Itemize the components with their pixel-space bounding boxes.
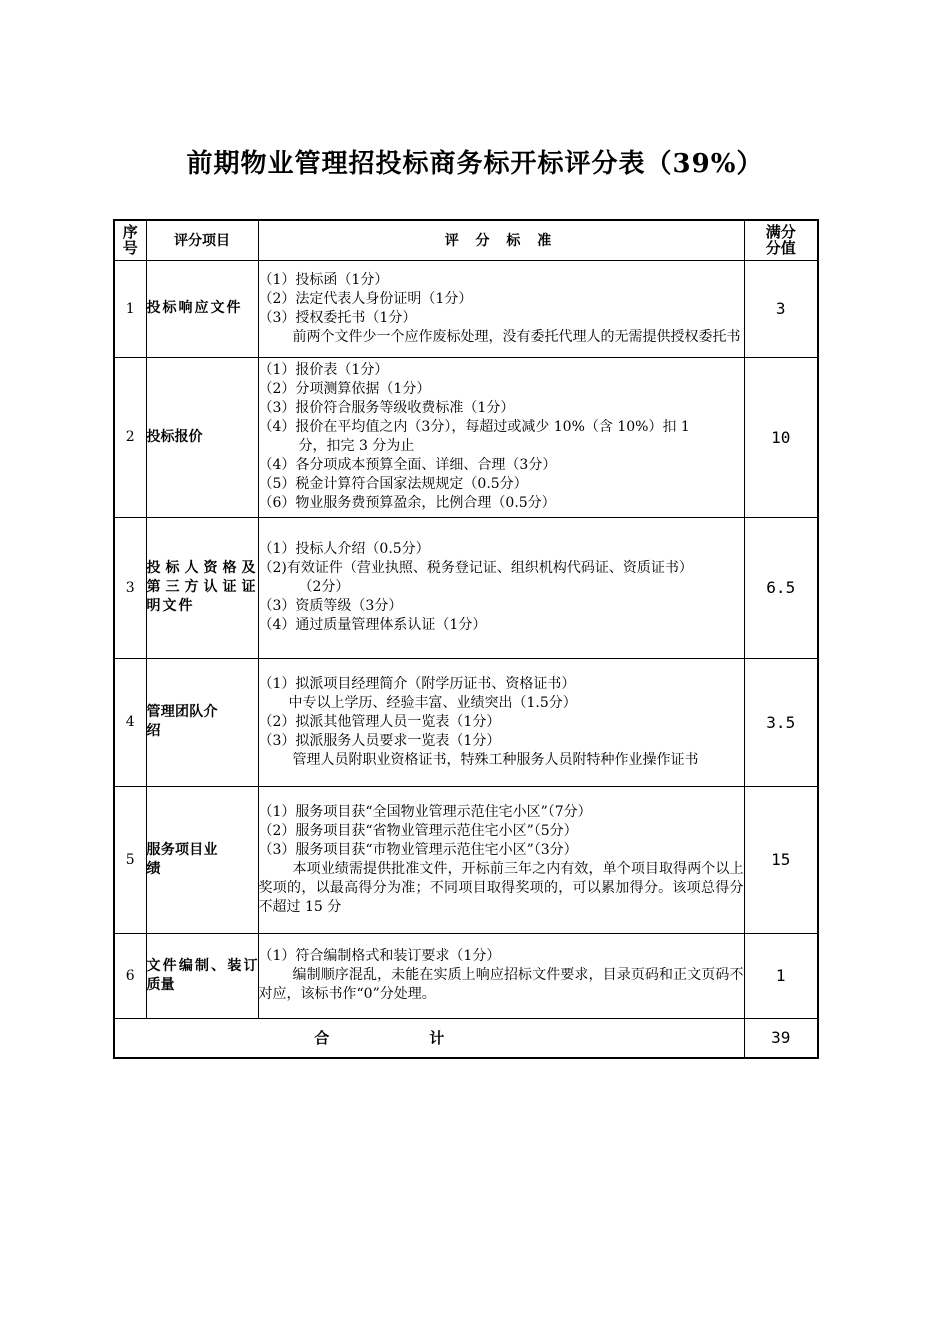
table-row bbox=[114, 786, 818, 933]
criteria-line: （3）服务项目获“市物业管理示范住宅小区”（3分） bbox=[258, 841, 578, 858]
criteria-line: （2分） bbox=[298, 579, 350, 595]
row-seq: 6 bbox=[114, 933, 146, 1018]
criteria-line: （1）符合编制格式和装订要求（1分） bbox=[258, 948, 501, 964]
row-criteria bbox=[258, 260, 744, 357]
criteria-note: 编制顺序混乱，未能在实质上响应招标文件要求，目录页码和正文页码不对应，该标书作“0”分处理。 bbox=[258, 967, 744, 1002]
criteria-line: （4）通过质量管理体系认证（1分） bbox=[258, 617, 487, 633]
row-item: 服务项目业绩 bbox=[146, 786, 258, 933]
row-score: 1 bbox=[744, 933, 818, 1018]
total-score: 39 bbox=[744, 1018, 818, 1058]
criteria-line: （4）各分项成本预算全面、详细、合理（3分） bbox=[258, 457, 557, 473]
row-criteria bbox=[258, 658, 744, 786]
table-row bbox=[114, 260, 818, 357]
row-criteria bbox=[258, 786, 744, 933]
criteria-line: （2）法定代表人身份证明（1分） bbox=[258, 290, 473, 307]
row-seq: 4 bbox=[114, 658, 146, 786]
row-item: 投标响应文件 bbox=[146, 260, 258, 357]
total-row bbox=[114, 1018, 818, 1058]
table-row bbox=[114, 933, 818, 1018]
criteria-line: （6）物业服务费预算盈余，比例合理（0.5分） bbox=[258, 495, 556, 511]
criteria-line: （1）拟派项目经理简介（附学历证书、资格证书） bbox=[258, 675, 576, 692]
criteria-line: （2）分项测算依据（1分） bbox=[258, 381, 431, 397]
table-row bbox=[114, 517, 818, 658]
page-title: 前期物业管理招投标商务标开标评分表（39%） bbox=[186, 149, 764, 179]
row-seq: 3 bbox=[114, 517, 146, 658]
row-item: 投标报价 bbox=[146, 357, 258, 517]
table-row bbox=[114, 357, 818, 517]
criteria-line: （1）投标函（1分） bbox=[258, 271, 389, 288]
row-item: 文件编制、装订质量 bbox=[146, 933, 258, 1018]
header-standard: 评 分 标 准 bbox=[258, 220, 744, 260]
criteria-note: 本项业绩需提供批准文件，开标前三年之内有效，单个项目取得两个以上奖项的，以最高得分为准；不同项目取得奖项的，可以累加得分。该项总得分不超过 15 分 bbox=[258, 860, 744, 915]
row-score: 3.5 bbox=[744, 658, 818, 786]
criteria-line: 分，扣完 3 分为止 bbox=[298, 438, 415, 454]
criteria-line: 中专以上学历、经验丰富、业绩突出（1.5分） bbox=[288, 694, 577, 711]
criteria-line: （3）授权委托书（1分） bbox=[258, 309, 417, 326]
criteria-line: （5）税金计算符合国家法规规定（0.5分） bbox=[258, 476, 528, 492]
row-seq: 1 bbox=[114, 260, 146, 357]
row-seq: 2 bbox=[114, 357, 146, 517]
criteria-note: 管理人员附职业资格证书，特殊工种服务人员附特种作业操作证书 bbox=[292, 751, 699, 768]
row-score: 3 bbox=[744, 260, 818, 357]
row-criteria bbox=[258, 933, 744, 1018]
header-max-score: 满分 分值 bbox=[744, 220, 818, 260]
criteria-line: （2）服务项目获“省物业管理示范住宅小区”（5分） bbox=[258, 822, 578, 839]
criteria-line: （4）报价在平均值之内（3分），每超过或减少 10%（含 10%）扣 1 bbox=[258, 419, 690, 435]
criteria-line: （2)有效证件（营业执照、税务登记证、组织机构代码证、资质证书） bbox=[258, 560, 693, 576]
row-item: 投标人资格及第三方认证证明文件 bbox=[146, 517, 258, 658]
row-score: 15 bbox=[744, 786, 818, 933]
criteria-line: （1）服务项目获“全国物业管理示范住宅小区”（7分） bbox=[258, 803, 592, 820]
criteria-line: （2）拟派其他管理人员一览表（1分） bbox=[258, 713, 501, 730]
criteria-note: 前两个文件少一个应作废标处理，没有委托代理人的无需提供授权委托书 bbox=[292, 328, 741, 345]
total-label: 合计 bbox=[114, 1018, 744, 1058]
table-row bbox=[114, 658, 818, 786]
criteria-line: （3）拟派服务人员要求一览表（1分） bbox=[258, 732, 501, 749]
scoring-table bbox=[113, 219, 819, 1059]
criteria-line: （1）投标人介绍（0.5分） bbox=[258, 541, 430, 557]
criteria-line: （3）报价符合服务等级收费标准（1分） bbox=[258, 400, 515, 416]
row-criteria bbox=[258, 357, 744, 517]
row-item: 管理团队介绍 bbox=[146, 658, 258, 786]
criteria-line: （1）报价表（1分） bbox=[258, 362, 389, 378]
criteria-line: （3）资质等级（3分） bbox=[258, 598, 403, 614]
header-row bbox=[114, 220, 818, 260]
header-item: 评分项目 bbox=[146, 220, 258, 260]
row-score: 6.5 bbox=[744, 517, 818, 658]
row-score: 10 bbox=[744, 357, 818, 517]
row-seq: 5 bbox=[114, 786, 146, 933]
row-criteria bbox=[258, 517, 744, 658]
header-seq: 序 号 bbox=[114, 220, 146, 260]
